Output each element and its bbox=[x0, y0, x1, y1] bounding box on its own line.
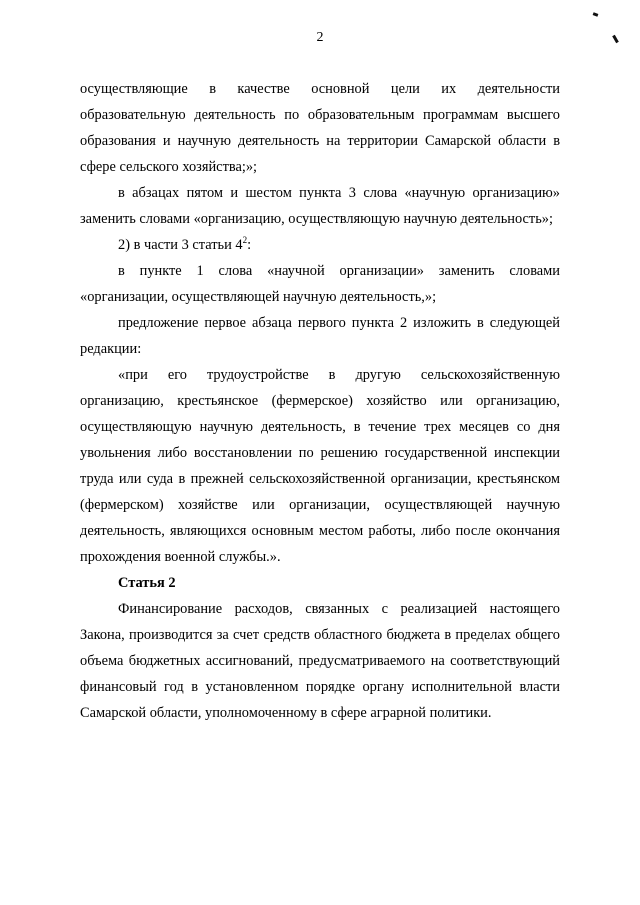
paragraph-2: в абзацах пятом и шестом пункта 3 слова «научную организацию» заменить словами «организацию, осуществляющую научную деятельность»; bbox=[80, 185, 560, 227]
superscript: 2 bbox=[242, 235, 248, 246]
paragraph-3 bbox=[80, 232, 560, 258]
article-heading: Статья 2 bbox=[118, 575, 176, 591]
paragraph-3-end: : bbox=[247, 237, 252, 253]
scan-mark bbox=[593, 12, 599, 17]
page-number: 2 bbox=[316, 30, 324, 45]
paragraph-4: в пункте 1 слова «научной организации» заменить словами «организации, осуществляющей научную деятельность,»; bbox=[80, 263, 560, 305]
paragraph-1: осуществляющие в качестве основной цели их деятельности образовательную деятельность по образовательным программам высшего образования и научную деятельность на территории Самарской области в сфере сельского хозяйства;»; bbox=[80, 81, 560, 175]
document-body bbox=[80, 76, 560, 726]
paragraph-7: Финансирование расходов, связанных с реализацией настоящего Закона, производится за счет средств областного бюджета в пределах общего объема бюджетных ассигнований, предусматриваемого на соответствующий финансовый год в установленном порядке органу исполнительной власти Самарской области, уполномоченному в сфере аграрной политики. bbox=[80, 601, 560, 721]
paragraph-3-text: 2) в части 3 статьи 4 bbox=[118, 237, 243, 253]
paragraph-5: предложение первое абзаца первого пункта 2 изложить в следующей редакции: bbox=[80, 315, 560, 357]
paragraph-6: «при его трудоустройстве в другую сельскохозяйственную организацию, крестьянское (фермерское) хозяйство или организацию, осуществляющую научную деятельность, в течение трех месяцев со дня увольнения либо восстановлении по решению государственной инспекции труда или суда в прежней сельскохозяйственной организации, крестьянском (фермерском) хозяйстве или организации, осуществляющей научную деятельность, являющихся основным местом работы, либо после окончания прохождения военной службы.». bbox=[80, 367, 560, 565]
